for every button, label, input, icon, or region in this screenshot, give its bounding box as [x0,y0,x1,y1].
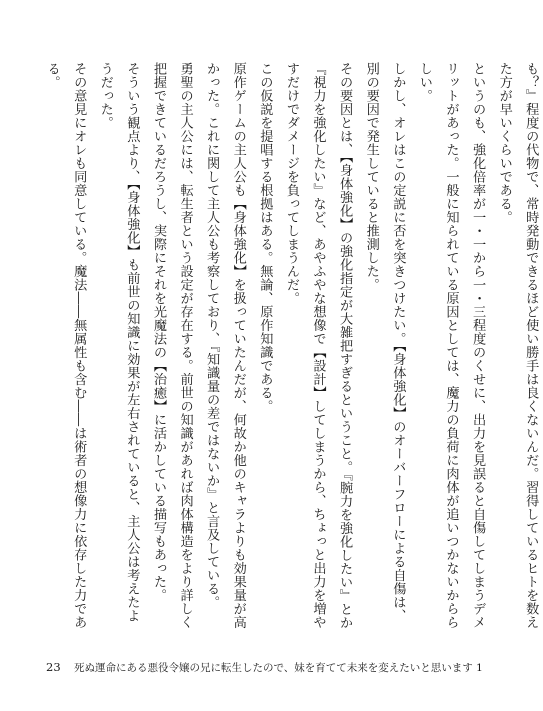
paragraph-9: その意見にオレも同意している。魔法――無属性も含む――は術者の想像力に依存した力である。 [44,62,87,629]
vertical-text-column [38,62,543,634]
paragraph-5: この仮説を提唱する根拠はある。無論、原作知識である。 [257,62,273,413]
paragraph-7: 勇聖の主人公には、転生者という設定が存在する。前世の知識があれば肉体構造をより詳しく把握できているだろうし、実際にそれを光魔法の【治癒】に活かしている描写もあった。 [150,62,193,629]
paragraph-6: 原作ゲームの主人公も【身体強化】を扱っていたんだが、何故か他のキャラよりも効果量が高かった。これに関して主人公も考察しており、『知識量の差ではないか』と言及している。 [204,62,246,629]
paragraph-2: というのも、強化倍率が一・一から一・三程度のくせに、出力を見誤ると自傷してしまうデメリットがあった。一般に知られている原因としては、魔力の負荷に肉体が追いつかないかららしい。 [416,62,486,629]
paragraph-4: その要因とは、【身体強化】の強化指定が大雑把すぎるということ。『腕力を強化したい』とか『視力を強化したい』など、あやふやな想像で【設計】してしまうから、ちょっと出力を増やすだけでダメージを負ってしまうんだ。 [283,62,353,630]
paragraph-3: しかし、オレはこの定説に否を突きつけたい。【身体強化】のオーバーフローによる自傷は、別の要因で発生していると推測した。 [363,62,406,623]
running-title: 死ぬ運命にある悪役令嬢の兄に転生したので、妹を育てて未来を変えたいと思います 1 [73,662,483,674]
paragraph-1: も？』程度の代物で、常時発動できるほど使い勝手は良くないんだ。習得しているヒトを数えた方が早いくらいである。 [496,62,539,629]
page-footer [46,660,483,675]
paragraph-8: そういう観点より、【身体強化】も前世の知識に効果が左右されていると、主人公は考えたようだった。 [97,62,140,623]
page-number: 23 [46,660,61,674]
body-text [38,62,539,634]
